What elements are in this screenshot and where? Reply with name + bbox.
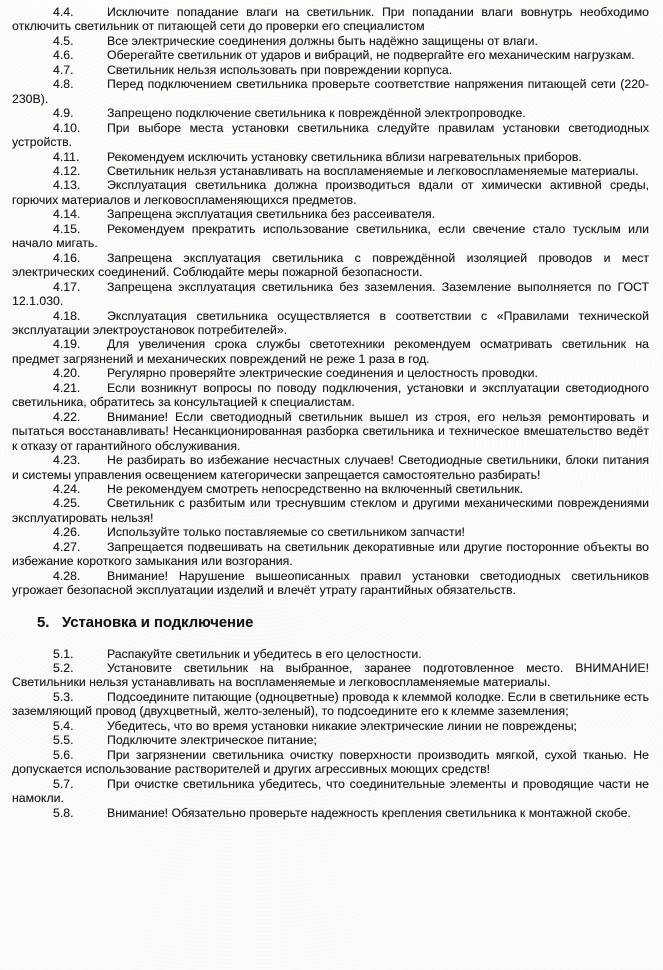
section-5-title: Установка и подключение [62, 614, 254, 631]
item-number: 5.5. [53, 733, 74, 748]
item-text: Для увеличения срока службы светотехники рекомендуем осматривать светильник на предмет загрязнений и механических повреждений не реже 1 раза в год. [12, 337, 649, 366]
item-5-3 [12, 690, 649, 719]
item-text: Внимание! Нарушение вышеописанных правил установки светодиодных светильников угрожает безопасной эксплуатации изделий и влечёт утрату гарантийных обязательств. [12, 568, 649, 598]
item-number: 4.22. [53, 409, 81, 424]
item-5-7 [12, 777, 649, 806]
item-number: 4.11. [53, 149, 80, 164]
item-number: 5.7. [53, 776, 74, 791]
item-number: 4.10. [53, 120, 81, 135]
item-4-27 [12, 540, 649, 569]
item-number: 5.1. [53, 646, 74, 661]
item-4-21 [12, 381, 649, 410]
item-text: Подключите электрическое питание; [107, 733, 317, 748]
item-number: 4.18. [53, 308, 81, 323]
item-4-13 [12, 178, 649, 207]
section-5-number: 5. [37, 614, 50, 631]
item-text: Установите светильник на выбранное, заранее подготовленное место. ВНИМАНИЕ! Светильники нельзя устанавливать на воспламеняемые и легковоспламеняемые материалы. [12, 661, 649, 690]
item-number: 5.6. [53, 747, 74, 762]
item-number: 4.14. [53, 207, 81, 222]
item-4-5 [12, 34, 649, 48]
item-text: Регулярно проверяйте электрические соединения и целостность проводки. [107, 366, 538, 381]
item-number: 4.28. [53, 568, 81, 583]
item-text: Оберегайте светильник от ударов и вибраций, не подвергайте его механическим нагрузкам. [107, 48, 635, 63]
item-number: 4.26. [53, 525, 81, 540]
item-5-2 [12, 661, 649, 690]
item-4-18 [12, 309, 649, 338]
item-text: Эксплуатация светильника осуществляется в соответствии с «Правилами технической эксплуатации электроустановок потребителей». [12, 308, 649, 337]
item-text: Светильник нельзя использовать при повреждении корпуса. [107, 62, 453, 77]
item-4-20 [12, 366, 649, 380]
item-number: 4.13. [53, 178, 81, 193]
item-text: Внимание! Обязательно проверьте надежность крепления светильника к монтажной скобе. [107, 805, 631, 820]
item-4-26 [12, 525, 649, 539]
item-text: Запрещается подвешивать на светильник декоративные или другие посторонние объекты во избежание короткого замыкания или возгорания. [12, 539, 649, 569]
item-number: 4.25. [53, 496, 81, 511]
item-text: Запрещена эксплуатация светильника без рассеивателя. [107, 207, 436, 222]
item-4-9 [12, 106, 649, 120]
item-4-7 [12, 63, 649, 77]
item-text: Все электрические соединения должны быть надёжно защищены от влаги. [107, 33, 538, 48]
item-number: 4.4. [53, 5, 74, 19]
item-number: 4.12. [53, 163, 81, 178]
item-text: Убедитесь, что во время установки никакие электрические линии не повреждены; [107, 718, 577, 733]
item-text: Перед подключением светильника проверьте соответствие напряжения питающей сети (220-230В). [12, 77, 649, 106]
item-4-23 [12, 453, 649, 482]
item-number: 5.3. [53, 689, 74, 704]
item-text: Не разбирать во избежание несчастных случаев! Светодиодные светильники, блоки питания и системы управления освещением категорически запрещается самостоятельно разбирать! [12, 453, 649, 482]
item-4-24 [12, 482, 649, 496]
item-4-6 [12, 48, 649, 62]
item-text: Эксплуатация светильника должна производиться вдали от химически активной среды, горючих материалов и легковоспламеняющихся предметов. [12, 178, 649, 207]
item-4-17 [12, 280, 649, 309]
item-text: Внимание! Если светодиодный светильник вышел из строя, его нельзя ремонтировать и пытаться восстанавливать! Несанкционированная разборка светильника и техническое вмешательство ведёт к отказу от гарантийного обслуживания. [12, 409, 649, 453]
item-number: 5.8. [53, 805, 74, 820]
item-text: Запрещена эксплуатация светильника без заземления. Заземление выполняется по ГОСТ 12.1.030. [12, 279, 649, 309]
item-4-19 [12, 337, 649, 366]
section-5-heading [12, 615, 649, 631]
item-number: 4.7. [53, 62, 74, 77]
item-4-28 [12, 569, 649, 598]
section-5-installation [12, 647, 649, 820]
item-number: 4.17. [53, 279, 81, 294]
item-text: При очистке светильника убедитесь, что соединительные элементы и проводящие части не намокли. [12, 776, 649, 806]
item-4-11 [12, 150, 649, 164]
item-4-22 [12, 410, 649, 453]
item-number: 4.27. [53, 539, 81, 554]
item-text: Запрещено подключение светильника к повреждённой электропроводке. [107, 106, 526, 121]
item-text: Рекомендуем исключить установку светильника вблизи нагревательных приборов. [107, 149, 582, 164]
item-number: 4.6. [53, 48, 74, 63]
item-text: Если возникнут вопросы по поводу подключения, установки и эксплуатации светодиодного светильника, обратитесь за консультацией к специалистам. [12, 380, 649, 410]
item-number: 5.4. [53, 718, 74, 733]
item-number: 4.20. [53, 366, 81, 381]
item-number: 4.8. [53, 77, 74, 92]
item-number: 4.23. [53, 453, 81, 468]
item-text: Распакуйте светильник и убедитесь в его целостности. [107, 646, 422, 661]
item-4-8 [12, 77, 649, 106]
item-text: Рекомендуем прекратить использование светильника, если свечение стало тусклым или начало мигать. [12, 221, 649, 251]
item-4-16 [12, 251, 649, 280]
item-4-10 [12, 121, 649, 150]
item-number: 4.9. [53, 106, 74, 121]
item-text: Не рекомендуем смотреть непосредственно на включенный светильник. [107, 481, 524, 496]
item-number: 4.15. [53, 221, 81, 236]
item-4-25 [12, 496, 649, 525]
item-number: 4.19. [53, 337, 81, 352]
item-4-4 [12, 5, 649, 34]
item-text: При загрязнении светильника очистку поверхности производить мягкой, сухой тканью. Не допускается использование растворителей и других агрессивных моющих средств! [12, 747, 649, 777]
item-5-1 [12, 647, 649, 661]
item-text: Запрещена эксплуатация светильника с повреждённой изоляцией проводов и мест электрических соединений. Соблюдайте меры пожарной безопасности. [12, 250, 649, 280]
item-5-8 [12, 806, 649, 820]
item-4-15 [12, 222, 649, 251]
item-number: 4.16. [53, 250, 81, 265]
item-text: Исключите попадание влаги на светильник. При попадании влаги вовнутрь необходимо отключить светильник от питающей сети до проверки его специалистом [12, 5, 649, 34]
item-4-14 [12, 207, 649, 221]
section-4-safety-rules [12, 5, 649, 598]
item-5-6 [12, 748, 649, 777]
item-text: При выборе места установки светильника следуйте правилам установки светодиодных устройств. [12, 120, 649, 150]
item-text: Светильник с разбитым или треснувшим стеклом и другими механическими повреждениями эксплуатировать нельзя! [12, 496, 649, 525]
item-number: 4.5. [53, 33, 74, 48]
item-4-12 [12, 164, 649, 178]
item-5-5 [12, 733, 649, 747]
item-5-4 [12, 719, 649, 733]
item-text: Подсоедините питающие (одноцветные) провода к клеммой колодке. Если в светильнике есть заземляющий провод (двухцветный, желто-зеленый), то подсоедините его к клемме заземления; [12, 689, 649, 719]
item-number: 5.2. [53, 661, 74, 676]
item-number: 4.24. [53, 481, 81, 496]
item-text: Используйте только поставляемые со светильником запчасти! [107, 525, 465, 540]
item-text: Светильник нельзя устанавливать на воспламеняемые и легковоспламеняемые материалы. [107, 163, 639, 178]
item-number: 4.21. [53, 380, 81, 395]
